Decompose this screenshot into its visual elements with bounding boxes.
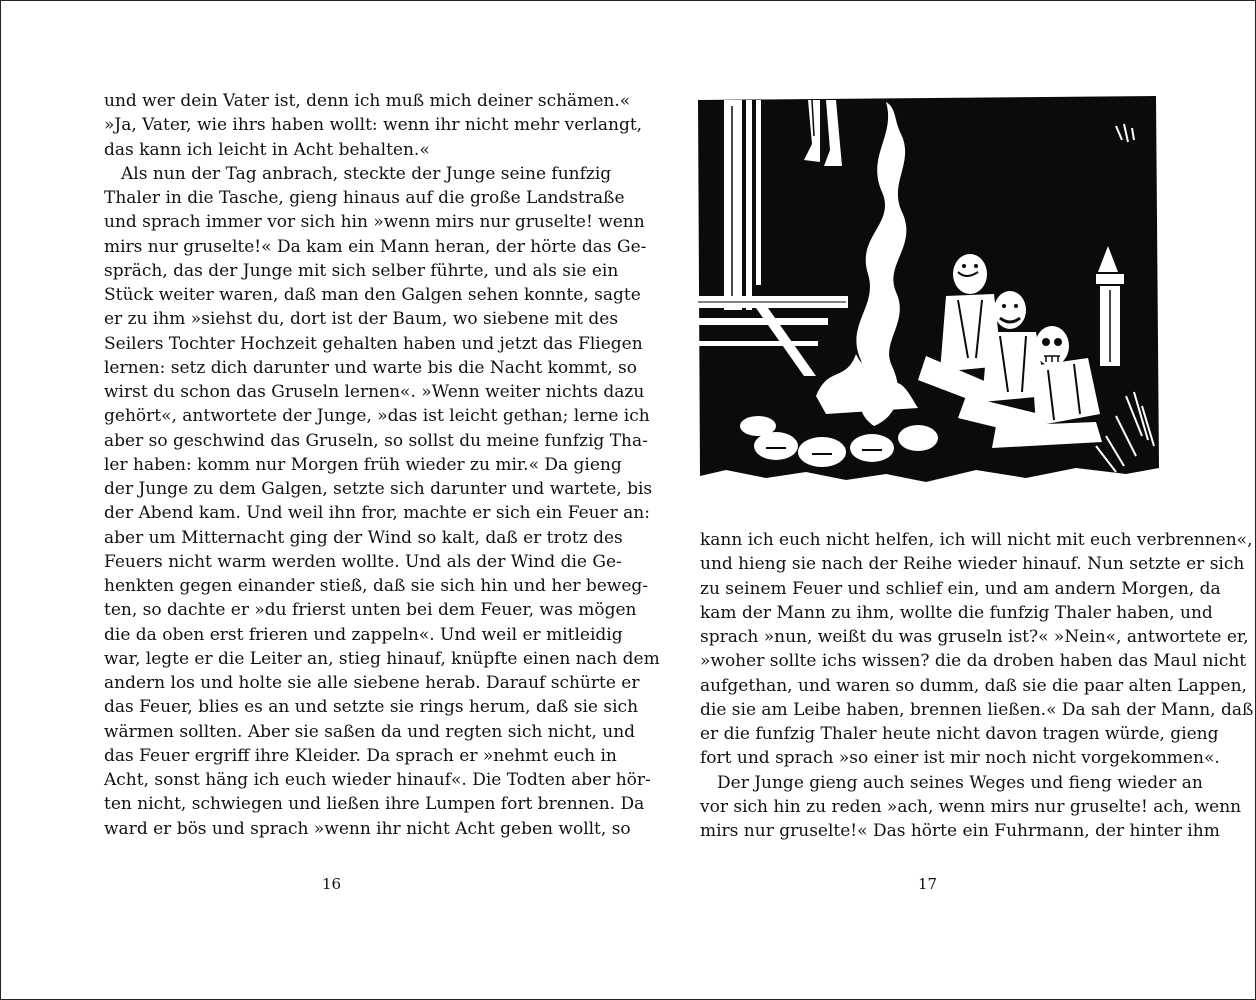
text-line: aber um Mitternacht ging der Wind so kalt, daß er trotz des [104,527,623,548]
text-line: mirs nur gruselte!« Da kam ein Mann heran, der hörte das Ge- [104,236,647,257]
text-line: das Feuer ergriff ihre Kleider. Da sprach er »nehmt euch in [104,745,617,766]
text-line: vor sich hin zu reden »ach, wenn mirs nur gruselte! ach, wenn [700,796,1242,817]
text-line: sprach »nun, weißt du was gruseln ist?« »Nein«, antwortete er, [700,627,1249,647]
text-line: die sie am Leibe haben, brennen ließen.« Da sah der Mann, daß [700,699,1254,720]
text-line: Thaler in die Tasche, gieng hinaus auf die große Landstraße [104,188,625,208]
left-page-text [104,89,660,841]
text-line: wärmen sollten. Aber sie saßen da und regten sich nicht, und [104,721,636,742]
text-line: war, legte er die Leiter an, stieg hinauf, knüpfte einen nach dem [104,648,660,669]
right-page-text [700,528,1254,843]
text-line: ward er bös und sprach »wenn ihr nicht Acht geben wollt, so [104,818,631,839]
text-line: aufgethan, und waren so dumm, daß sie die paar alten Lappen, [700,675,1247,696]
text-line: ten, so dachte er »du frierst unten bei dem Feuer, was mögen [104,600,637,621]
text-line: gehört«, antwortete der Junge, »das ist leicht gethan; lerne ich [104,406,650,427]
text-line: und hieng sie nach der Reihe wieder hinauf. Nun setzte er sich [700,554,1245,575]
text-line: fort und sprach »so einer ist mir noch nicht vorgekommen«. [700,748,1220,769]
text-line: Seilers Tochter Hochzeit gehalten haben und jetzt das Fliegen [104,333,643,354]
text-line: »woher sollte ichs wissen? die da droben haben das Maul nicht [700,651,1247,672]
text-line: und wer dein Vater ist, denn ich muß mich deiner schämen.« [104,91,631,111]
text-line: zu seinem Feuer und schlief ein, und am andern Morgen, da [700,578,1221,599]
page-number: 16 [322,875,342,893]
text-line: die da oben erst frieren und zappeln«. Und weil er mitleidig [104,624,623,645]
text-line: ler haben: komm nur Morgen früh wieder zu mir.« Da gieng [104,454,622,475]
text-line: Als nun der Tag anbrach, steckte der Junge seine funfzig [121,163,612,184]
text-line: lernen: setz dich darunter und warte bis die Nacht kommt, so [104,357,637,378]
text-line: Acht, sonst häng ich euch wieder hinauf«. Die Todten aber hör- [104,770,651,790]
hanged-men-by-campfire-illustration [696,96,1161,488]
text-line: »Ja, Vater, wie ihrs haben wollt: wenn ihr nicht mehr verlangt, [104,115,643,136]
text-line: henkten gegen einander stieß, daß sie sich hin und her beweg- [104,576,649,596]
text-line: spräch, das der Junge mit sich selber führte, und als sie ein [104,260,619,281]
text-line: ten nicht, schwiegen und ließen ihre Lumpen fort brennen. Da [104,794,645,815]
text-line: das kann ich leicht in Acht behalten.« [104,139,430,160]
text-line: er die funfzig Thaler heute nicht davon tragen würde, gieng [700,724,1219,744]
text-line: kam der Mann zu ihm, wollte die funfzig Thaler haben, und [700,602,1213,623]
page-number: 17 [918,875,938,893]
text-line: der Junge zu dem Galgen, setzte sich darunter und wartete, bis [104,479,653,499]
text-line: andern los und holte sie alle siebene herab. Darauf schürte er [104,673,640,693]
left-page [1,1,660,999]
text-line: das Feuer, blies es an und setzte sie rings herum, daß sie sich [104,697,639,718]
text-line: Stück weiter waren, daß man den Galgen sehen konnte, sagte [104,285,641,305]
text-line: kann ich euch nicht helfen, ich will nicht mit euch verbrennen«, [700,530,1253,550]
text-line: Feuers nicht warm werden wollte. Und als der Wind die Ge- [104,551,622,572]
text-line: aber so geschwind das Gruseln, so sollst du meine funfzig Tha- [104,430,648,451]
text-line: mirs nur gruselte!« Das hörte ein Fuhrmann, der hinter ihm [700,821,1220,841]
text-line: er zu ihm »siehst du, dort ist der Baum, wo siebene mit des [104,309,619,330]
text-line: und sprach immer vor sich hin »wenn mirs nur gruselte! wenn [104,212,645,233]
text-line: Der Junge gieng auch seines Weges und fieng wieder an [717,772,1203,793]
text-line: der Abend kam. Und weil ihn fror, machte er sich ein Feuer an: [104,503,650,524]
text-line: wirst du schon das Gruseln lernen«. »Wenn weiter nichts dazu [104,382,645,402]
